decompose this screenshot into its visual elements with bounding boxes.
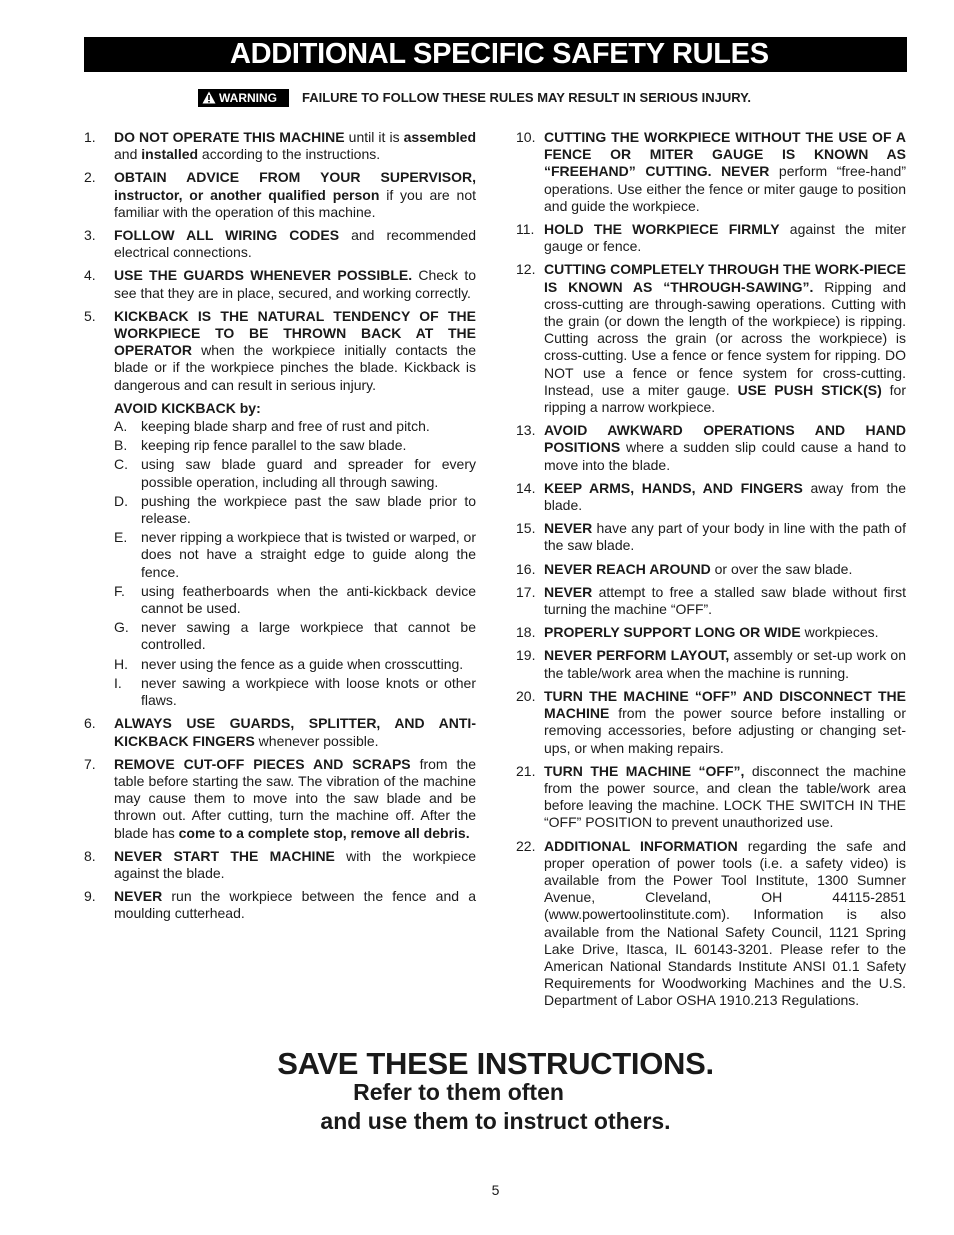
- rule-number: 4.: [84, 267, 96, 284]
- warning-triangle-icon: [202, 91, 216, 104]
- kickback-text: using featherboards when the anti-kickback device cannot be used.: [141, 582, 476, 617]
- save-instructions-title: SAVE THESE INSTRUCTIONS.: [277, 1046, 714, 1081]
- rule-number: 22.: [516, 837, 536, 854]
- rule-bold: KEEP ARMS, HANDS, AND FINGERS: [544, 479, 803, 496]
- left-column: [84, 129, 476, 929]
- kickback-letter: I.: [114, 674, 122, 691]
- rule-item-21: [514, 763, 906, 832]
- rule-item-15: [514, 520, 906, 554]
- rule-item-22: [514, 838, 906, 1010]
- rule-text: workpieces.: [800, 624, 879, 641]
- kickback-item-i: [84, 675, 476, 709]
- rule-text: run the workpiece between the fence and a moulding cutterhead.: [114, 888, 476, 922]
- rule-number: 8.: [84, 847, 96, 864]
- rule-bold: NEVER START THE MACHINE: [114, 847, 335, 864]
- rule-bold: installed: [141, 146, 199, 163]
- rule-bold: USE PUSH STICK(S): [737, 381, 882, 398]
- rule-bold: NEVER: [114, 888, 163, 905]
- kickback-text: never sawing a workpiece with loose knots or other flaws.: [141, 674, 476, 709]
- rule-bold: ALWAYS USE GUARDS, SPLITTER, AND ANTI-KICKBACK FINGERS: [114, 715, 476, 749]
- rule-number: 9.: [84, 888, 96, 905]
- kickback-item-b: [84, 437, 476, 454]
- rule-number: 2.: [84, 169, 96, 186]
- rule-item-20: [514, 688, 906, 757]
- rule-item-5: [84, 308, 476, 394]
- rule-bold: OBTAIN ADVICE FROM YOUR SUPERVISOR, instructor, or another qualified person: [114, 169, 476, 203]
- rule-bold: ADDITIONAL INFORMATION: [544, 837, 738, 854]
- rule-bold: USE THE GUARDS WHENEVER POSSIBLE.: [114, 267, 413, 284]
- rule-item-19: [514, 647, 906, 681]
- rule-text: regarding the safe and proper operation of power tools (i.e. a safety video) is available from the Power Tool Institute, 1300 Sumner Avenue, Cleveland, OH 44115-2851 (www.powertoolinstitute.com). Information is also available from the National Safety Council, 1121 Spring Lake Drive, Itasca, IL 60143-3201. Please refer to the American National Standards Institute ANSI 01.1 Safety Requirements for Woodworking Machines and the U.S. Department of Labor OSHA 1910.213 Regulations.: [544, 837, 906, 1009]
- rule-item-11: [514, 221, 906, 255]
- kickback-letter: C.: [114, 456, 128, 473]
- kickback-letter: F.: [114, 582, 125, 599]
- save-instructions-line-2: and use them to instruct others.: [320, 1108, 671, 1134]
- rule-number: 10.: [516, 129, 536, 145]
- rule-number: 20.: [516, 687, 536, 704]
- kickback-heading: AVOID KICKBACK by:: [114, 399, 261, 416]
- rule-bold: NEVER REACH AROUND: [544, 560, 711, 577]
- rule-text: away from the blade.: [544, 479, 906, 514]
- rule-item-2: [84, 169, 476, 221]
- rule-text: with the workpiece against the blade.: [114, 847, 477, 881]
- rule-item-18: [514, 624, 906, 641]
- rule-text: until it is: [344, 129, 404, 145]
- rule-bold: NEVER PERFORM LAYOUT,: [544, 647, 730, 664]
- rule-item-1: [84, 129, 476, 163]
- rule-text: from the table before starting the saw. The vibration of the machine may cause them to move into the saw blade and be thrown out. After cutting, turn the machine off. After the blade has: [114, 755, 476, 841]
- rule-bold: PROPERLY SUPPORT LONG OR WIDE: [544, 624, 801, 641]
- rule-bold: KICKBACK IS THE NATURAL TENDENCY OF THE WORKPIECE TO BE THROWN BACK AT THE OPERATOR: [114, 307, 476, 359]
- rule-item-14: [514, 480, 906, 514]
- rule-text: have any part of your body in line with the path of the saw blade.: [544, 520, 906, 554]
- rule-number: 11.: [516, 221, 535, 238]
- rule-text: or over the saw blade.: [710, 560, 853, 577]
- rule-text: and recommended electrical connections.: [114, 227, 476, 261]
- rule-number: 13.: [516, 422, 536, 439]
- kickback-letter: G.: [114, 619, 129, 636]
- rule-number: 16.: [516, 560, 536, 577]
- rule-text: for ripping a narrow workpiece.: [544, 381, 907, 416]
- warning-badge: [198, 89, 289, 107]
- rule-number: 17.: [516, 583, 536, 600]
- rule-text: whenever possible.: [254, 732, 379, 749]
- rule-number: 1.: [84, 129, 96, 145]
- rule-item-9: [84, 888, 476, 922]
- rule-text: if you are not familiar with the operation of this machine.: [114, 186, 476, 220]
- kickback-letter: D.: [114, 492, 128, 509]
- rule-item-10: [514, 129, 906, 215]
- rule-item-8: [84, 848, 476, 882]
- kickback-text: never ripping a workpiece that is twisted or warped, or does not have a straight edge to guide along the fence.: [141, 529, 476, 580]
- rule-text: Check to see that they are in place, secured, and working correctly.: [114, 267, 477, 301]
- rule-number: 19.: [516, 647, 536, 664]
- kickback-item-h: [84, 656, 476, 673]
- rule-item-4: [84, 267, 476, 301]
- rule-number: 14.: [516, 479, 536, 496]
- rule-text: perform “free-hand” operations. Use either the fence or miter gauge to position and guide the workpiece.: [544, 163, 906, 214]
- rule-item-7: [84, 756, 476, 842]
- rule-text: and: [114, 146, 142, 163]
- kickback-item-f: [84, 583, 476, 617]
- kickback-text: never using the fence as a guide when crosscutting.: [141, 655, 464, 672]
- kickback-letter: A.: [114, 418, 128, 435]
- kickback-text: keeping rip fence parallel to the saw blade.: [141, 437, 407, 454]
- warning-label: WARNING: [219, 91, 277, 105]
- rule-text: where a sudden slip could cause a hand to move into the blade.: [544, 439, 906, 473]
- right-column: [514, 129, 906, 1016]
- rule-number: 12.: [516, 261, 536, 278]
- rule-text: Ripping and cross-cutting are through-sawing operations. Cutting with the grain (or down the length of the workpiece) is ripping. Cutting across the grain (or across the workpiece) is cross-cutting. Use a fence or fence system for ripping. DO NOT use a fence or fence system for cross-cutting. Instead, use a miter gauge.: [544, 278, 906, 398]
- rule-bold: REMOVE CUT-OFF PIECES AND SCRAPS: [114, 755, 411, 772]
- rule-bold: FOLLOW ALL WIRING CODES: [114, 227, 340, 244]
- rule-item-17: [514, 584, 906, 618]
- page-number: 5: [491, 1182, 500, 1198]
- kickback-item-d: [84, 493, 476, 527]
- rule-item-6: [84, 715, 476, 749]
- rule-bold: CUTTING COMPLETELY THROUGH THE WORK-PIECE IS KNOWN AS “THROUGH-SAWING”.: [544, 261, 906, 295]
- rule-text: disconnect the machine from the power source, and clean the table/work area before leaving the machine. LOCK THE SWITCH IN THE “OFF” POSITION to prevent unauthorized use.: [544, 762, 906, 831]
- rule-text: assembly or set-up work on the table/work area when the machine is running.: [544, 647, 906, 681]
- rule-item-13: [514, 422, 906, 474]
- kickback-text: keeping blade sharp and free of rust and pitch.: [141, 418, 430, 435]
- rule-number: 18.: [516, 624, 536, 641]
- rule-bold: CUTTING THE WORKPIECE WITHOUT THE USE OF A FENCE OR MITER GAUGE IS KNOWN AS “FREEHAND” CUTTING. NEVER: [544, 129, 906, 180]
- rule-item-16: [514, 561, 906, 578]
- rule-bold: HOLD THE WORKPIECE FIRMLY: [544, 221, 780, 238]
- rule-text: from the power source before installing or removing accessories, before adjusting or changing set-ups, or when making repairs.: [544, 705, 906, 756]
- kickback-item-g: [84, 619, 476, 653]
- rule-number: 5.: [84, 307, 96, 324]
- kickback-text: using saw blade guard and spreader for every possible operation, including all through sawing.: [141, 456, 476, 490]
- rule-item-12: [514, 261, 906, 416]
- kickback-text: pushing the workpiece past the saw blade prior to release.: [141, 492, 476, 527]
- rule-text: according to the instructions.: [198, 146, 381, 163]
- rule-item-3: [84, 227, 476, 261]
- page-title: ADDITIONAL SPECIFIC SAFETY RULES: [84, 37, 907, 72]
- rule-number: 21.: [516, 762, 536, 779]
- rule-bold: AVOID AWKWARD OPERATIONS AND HAND POSITIONS: [544, 422, 906, 456]
- rule-bold: TURN THE MACHINE “OFF”,: [544, 762, 745, 779]
- rule-text: when the workpiece initially contacts the blade or if the workpiece pinches the blade. Kickback is dangerous and can result in serious injury.: [114, 342, 476, 393]
- rule-bold: NEVER: [544, 520, 593, 537]
- kickback-item-e: [84, 529, 476, 581]
- kickback-letter: E.: [114, 529, 128, 546]
- rule-bold: NEVER: [544, 583, 593, 600]
- rule-text: against the miter gauge or fence.: [544, 221, 906, 255]
- rule-number: 7.: [84, 755, 96, 772]
- kickback-text: never sawing a large workpiece that cannot be controlled.: [141, 619, 476, 653]
- rule-bold: assembled: [403, 129, 476, 145]
- kickback-letter: B.: [114, 437, 128, 454]
- rule-number: 3.: [84, 227, 96, 244]
- rule-number: 6.: [84, 715, 96, 732]
- warning-text: FAILURE TO FOLLOW THESE RULES MAY RESULT IN SERIOUS INJURY.: [302, 90, 752, 105]
- rule-bold: TURN THE MACHINE “OFF” AND DISCONNECT THE MACHINE: [544, 687, 906, 722]
- warning-banner: [0, 88, 954, 108]
- rule-text: attempt to free a stalled saw blade without first turning the machine “OFF”.: [544, 583, 906, 618]
- kickback-letter: H.: [114, 655, 128, 672]
- rule-number: 15.: [516, 520, 536, 537]
- rule-bold: DO NOT OPERATE THIS MACHINE: [114, 129, 345, 145]
- rule-bold: come to a complete stop, remove all debris.: [178, 824, 470, 841]
- save-instructions-line-1: Refer to them often: [353, 1079, 564, 1105]
- kickback-item-a: [84, 418, 476, 435]
- kickback-item-c: [84, 456, 476, 490]
